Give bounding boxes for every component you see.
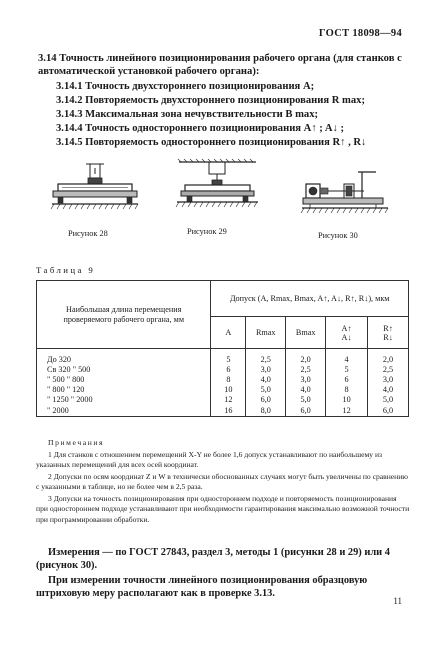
notes-heading: Примечания xyxy=(48,438,105,447)
figure-30-caption: Рисунок 30 xyxy=(318,231,358,240)
header-r-updown: R↑ R↓ xyxy=(368,317,409,349)
measurement-paragraph-1: Измерения — по ГОСТ 27843, раздел 3, методы 1 (рисунки 28 и 29) или 4 (рисунок 30). xyxy=(36,547,390,571)
table-row: " 1250 " 2000 12 6,0 5,0 10 5,0 xyxy=(37,395,409,405)
header-tolerance: Допуск (A, Rmax, Bmax, A↑, A↓, R↑, R↓), мкм xyxy=(211,281,409,317)
measurement-paragraph-2: При измерении точности линейного позиционирования образцовую штриховую меру располагают как в проверке 3.13. xyxy=(36,575,368,599)
table-row: " 500 " 800 8 4,0 3,0 6 3,0 xyxy=(37,375,409,385)
table-title: Таблица 9 xyxy=(36,265,96,275)
page-header: ГОСТ 18098—94 xyxy=(318,28,402,39)
subclause-3-14-5: 3.14.5 Повторяемость одностороннего позиционирования R↑ , R↓ xyxy=(56,137,367,148)
header-bmax: Bmax xyxy=(286,317,326,349)
note-2: 2 Допуски по осям координат Z и W в технически обоснованных случаях могут быть увеличены по сравнению с указанными в таблице, но не более чем в 2,5 раза. xyxy=(36,472,408,492)
figure-29-caption: Рисунок 29 xyxy=(187,227,227,236)
header-length: Наибольшая длина перемещения проверяемого рабочего органа, мм xyxy=(37,281,211,349)
table-row: " 2000 16 8,0 6,0 12 6,0 xyxy=(37,406,409,417)
header-a-updown: A↑ A↓ xyxy=(326,317,368,349)
table-row: Св 320 " 500 6 3,0 2,5 5 2,5 xyxy=(37,365,409,375)
note-3: 3 Допуски на точность позиционирования при одностороннем подходе и повторяемость позиционирования при одностороннем подходе устанавливают при необходимости гарантирования максимально возможной точности при программировании обработки. xyxy=(36,494,410,524)
header-a: A xyxy=(211,317,246,349)
subclause-3-14-1: 3.14.1 Точность двухстороннего позиционирования A; xyxy=(56,81,315,92)
subclause-3-14-2: 3.14.2 Повторяемость двухстороннего позиционирования R max; xyxy=(56,95,365,106)
page-number: 11 xyxy=(393,596,402,606)
tolerance-table xyxy=(36,280,409,417)
figure-30-drawing xyxy=(300,166,390,224)
header-rmax: Rmax xyxy=(246,317,286,349)
note-1: 1 Для станков с отношением перемещений X-Y не более 1,6 допуск устанавливают по наибольшему из указанных перемещений для всех осей координат. xyxy=(36,450,383,470)
figure-28-caption: Рисунок 28 xyxy=(68,229,108,238)
subclause-3-14-4: 3.14.4 Точность одностороннего позиционирования A↑ ; A↓ ; xyxy=(56,123,344,134)
table-row: " 800 " 120 10 5,0 4,0 8 4,0 xyxy=(37,385,409,395)
subclause-3-14-3: 3.14.3 Максимальная зона нечувствительности B max; xyxy=(56,109,319,120)
figure-28-drawing xyxy=(50,160,140,218)
figure-29-drawing xyxy=(175,158,260,216)
clause-3-14: 3.14 Точность линейного позиционирования рабочего органа (для станков с автоматической установкой рабочего органа): xyxy=(38,53,402,77)
table-row: До 320 5 2,5 2,0 4 2,0 xyxy=(37,355,409,365)
